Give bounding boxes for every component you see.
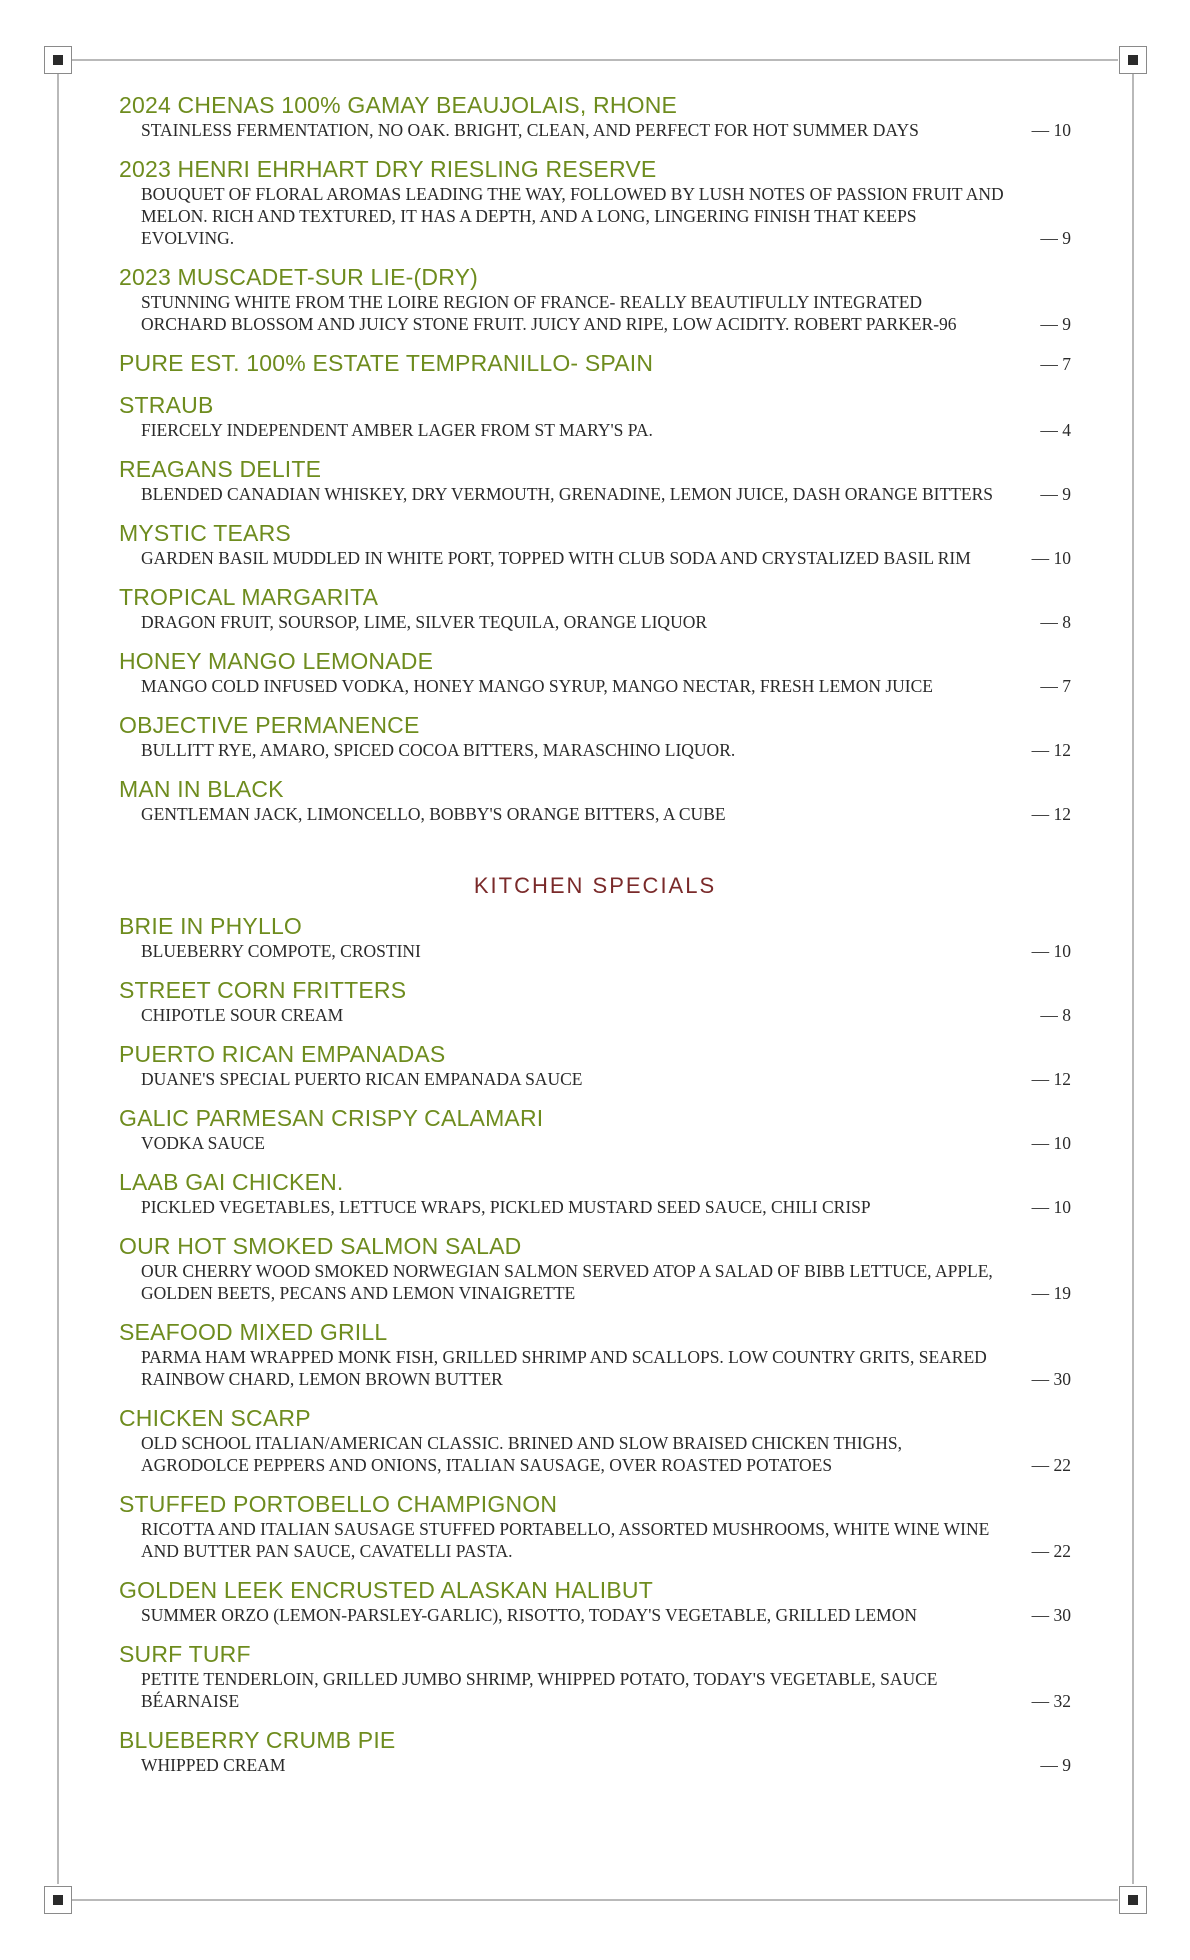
menu-item-name: MAN IN BLACK: [119, 776, 284, 802]
menu-item-price: — 10: [1031, 1133, 1071, 1153]
frame-corner-top-right: [1119, 46, 1147, 74]
menu-item-name: STREET CORN FRITTERS: [119, 977, 407, 1003]
menu-item-price: — 8: [1040, 1005, 1071, 1025]
menu-item: [119, 1577, 1071, 1626]
menu-item: [119, 520, 1071, 569]
menu-item-description: BULLITT RYE, AMARO, SPICED COCOA BITTERS, MARASCHINO LIQUOR.: [141, 740, 736, 760]
menu-item-price: — 7: [1040, 676, 1071, 696]
menu-item-price: — 9: [1040, 314, 1071, 334]
menu-item: [119, 1405, 1071, 1476]
menu-item-description: PETITE TENDERLOIN, GRILLED JUMBO SHRIMP, WHIPPED POTATO, TODAY'S VEGETABLE, SAUCE BÉARNAISE: [141, 1669, 938, 1711]
menu-item: [119, 1491, 1071, 1562]
frame-left-line: [57, 74, 59, 1884]
menu-item-description: WHIPPED CREAM: [141, 1755, 286, 1775]
menu-item-price: — 9: [1040, 484, 1071, 504]
menu-item-description: RICOTTA AND ITALIAN SAUSAGE STUFFED PORTABELLO, ASSORTED MUSHROOMS, WHITE WINE WINE AND BUTTER PAN SAUCE, CAVATELLI PASTA.: [141, 1519, 990, 1561]
menu-item: [119, 648, 1071, 697]
menu-item-description: STAINLESS FERMENTATION, NO OAK. BRIGHT, CLEAN, AND PERFECT FOR HOT SUMMER DAYS: [141, 120, 919, 140]
menu-item: [119, 156, 1071, 249]
menu-item-description: CHIPOTLE SOUR CREAM: [141, 1005, 344, 1025]
frame-corner-bottom-left: [44, 1886, 72, 1914]
menu-item-description: DRAGON FRUIT, SOURSOP, LIME, SILVER TEQUILA, ORANGE LIQUOR: [141, 612, 708, 632]
menu-item-name: TROPICAL MARGARITA: [119, 584, 379, 610]
menu-item-description: VODKA SAUCE: [141, 1133, 265, 1153]
menu-item-price: — 30: [1031, 1605, 1071, 1625]
menu-item-description: BOUQUET OF FLORAL AROMAS LEADING THE WAY, FOLLOWED BY LUSH NOTES OF PASSION FRUIT AND MELON. RICH AND TEXTURED, IT HAS A DEPTH, AND A LONG, LINGERING FINISH THAT KEEPS EVOLVING.: [141, 184, 1004, 248]
menu-item-description: BLENDED CANADIAN WHISKEY, DRY VERMOUTH, GRENADINE, LEMON JUICE, DASH ORANGE BITTERS: [141, 484, 993, 504]
menu-item-price: — 9: [1040, 1755, 1071, 1775]
menu-item-name: MYSTIC TEARS: [119, 520, 291, 546]
frame-corner-bottom-right: [1119, 1886, 1147, 1914]
kitchen-list: [119, 913, 1071, 1776]
menu-item-name: STUFFED PORTOBELLO CHAMPIGNON: [119, 1491, 558, 1517]
menu-item-description: FIERCELY INDEPENDENT AMBER LAGER FROM ST MARY'S PA.: [141, 420, 653, 440]
menu-item-price: — 19: [1031, 1283, 1071, 1303]
menu-item-description: OLD SCHOOL ITALIAN/AMERICAN CLASSIC. BRINED AND SLOW BRAISED CHICKEN THIGHS, AGRODOLCE PEPPERS AND ONIONS, ITALIAN SAUSAGE, OVER ROASTED POTATOES: [141, 1433, 903, 1475]
menu-item-price: — 4: [1040, 420, 1071, 440]
menu-item: [119, 264, 1071, 335]
menu-item-name: STRAUB: [119, 392, 214, 418]
menu-item-description: STUNNING WHITE FROM THE LOIRE REGION OF FRANCE- REALLY BEAUTIFULLY INTEGRATED ORCHARD BLOSSOM AND JUICY STONE FRUIT. JUICY AND RIPE, LOW ACIDITY. ROBERT PARKER-96: [141, 292, 957, 334]
menu-item-description: PICKLED VEGETABLES, LETTUCE WRAPS, PICKLED MUSTARD SEED SAUCE, CHILI CRISP: [141, 1197, 871, 1217]
menu-item-name: 2023 HENRI EHRHART DRY RIESLING RESERVE: [119, 156, 657, 182]
menu-item-price: — 22: [1031, 1455, 1071, 1475]
menu-item-name: OUR HOT SMOKED SALMON SALAD: [119, 1233, 522, 1259]
menu-item-name: SURF TURF: [119, 1641, 251, 1667]
menu-item: [119, 712, 1071, 761]
frame-top-line: [72, 59, 1118, 61]
menu-item-description: MANGO COLD INFUSED VODKA, HONEY MANGO SYRUP, MANGO NECTAR, FRESH LEMON JUICE: [141, 676, 933, 696]
menu-item-name: PURE EST. 100% ESTATE TEMPRANILLO- SPAIN: [119, 350, 654, 376]
menu-item: [119, 1233, 1071, 1304]
menu-item-price: — 7: [1040, 354, 1071, 374]
menu-item-price: — 30: [1031, 1369, 1071, 1389]
menu-item: [119, 1169, 1071, 1218]
frame-right-line: [1132, 74, 1134, 1884]
menu-item: [119, 1641, 1071, 1712]
frame-corner-top-left: [44, 46, 72, 74]
menu-item-name: LAAB GAI CHICKEN.: [119, 1169, 344, 1195]
menu-item-name: CHICKEN SCARP: [119, 1405, 311, 1431]
menu-item-name: OBJECTIVE PERMANENCE: [119, 712, 420, 738]
menu-item-price: — 12: [1031, 1069, 1071, 1089]
menu-item-price: — 22: [1031, 1541, 1071, 1561]
menu-item-description: SUMMER ORZO (LEMON-PARSLEY-GARLIC), RISOTTO, TODAY'S VEGETABLE, GRILLED LEMON: [141, 1605, 917, 1625]
menu-item-name: 2023 MUSCADET-SUR LIE-(DRY): [119, 264, 479, 290]
menu-item-price: — 12: [1031, 740, 1071, 760]
menu-item-name: HONEY MANGO LEMONADE: [119, 648, 434, 674]
menu-item-description: DUANE'S SPECIAL PUERTO RICAN EMPANADA SAUCE: [141, 1069, 583, 1089]
menu-item-name: BLUEBERRY CRUMB PIE: [119, 1727, 396, 1753]
menu-item: [119, 1041, 1071, 1090]
menu-item: [119, 350, 1071, 377]
menu-item-price: — 8: [1040, 612, 1071, 632]
kitchen-specials-title: KITCHEN SPECIALS: [473, 873, 717, 898]
menu-item: [119, 392, 1071, 441]
menu-item-price: — 32: [1031, 1691, 1071, 1711]
menu-item: [119, 977, 1071, 1026]
menu-item: [119, 913, 1071, 962]
menu-item-price: — 10: [1031, 120, 1071, 140]
menu-item-description: GARDEN BASIL MUDDLED IN WHITE PORT, TOPPED WITH CLUB SODA AND CRYSTALIZED BASIL RIM: [141, 548, 971, 568]
menu-item: [119, 456, 1071, 505]
menu-item: [119, 92, 1071, 141]
menu-item-description: PARMA HAM WRAPPED MONK FISH, GRILLED SHRIMP AND SCALLOPS. LOW COUNTRY GRITS, SEARED RAINBOW CHARD, LEMON BROWN BUTTER: [141, 1347, 987, 1389]
menu-item: [119, 1105, 1071, 1154]
menu-item-name: PUERTO RICAN EMPANADAS: [119, 1041, 446, 1067]
menu-item-description: GENTLEMAN JACK, LIMONCELLO, BOBBY'S ORANGE BITTERS, A CUBE: [141, 804, 726, 824]
menu-item-price: — 10: [1031, 1197, 1071, 1217]
menu-item-name: BRIE IN PHYLLO: [119, 913, 303, 939]
menu-item: [119, 1319, 1071, 1390]
menu-item-description: OUR CHERRY WOOD SMOKED NORWEGIAN SALMON SERVED ATOP A SALAD OF BIBB LETTUCE, APPLE, GOLDEN BEETS, PECANS AND LEMON VINAIGRETTE: [141, 1261, 993, 1303]
menu-item-price: — 10: [1031, 548, 1071, 568]
menu-item: [119, 1727, 1071, 1776]
menu-item-price: — 9: [1040, 228, 1071, 248]
menu-item-price: — 12: [1031, 804, 1071, 824]
menu-item: [119, 776, 1071, 825]
menu-item: [119, 584, 1071, 633]
menu-item-name: GOLDEN LEEK ENCRUSTED ALASKAN HALIBUT: [119, 1577, 653, 1603]
menu-item-name: 2024 CHENAS 100% GAMAY BEAUJOLAIS, RHONE: [119, 92, 678, 118]
menu-item-description: BLUEBERRY COMPOTE, CROSTINI: [141, 941, 421, 961]
drinks-list: [119, 92, 1071, 825]
menu-item-price: — 10: [1031, 941, 1071, 961]
frame-bottom-line: [72, 1899, 1118, 1901]
menu-item-name: GALIC PARMESAN CRISPY CALAMARI: [119, 1105, 544, 1131]
menu-item-name: SEAFOOD MIXED GRILL: [119, 1319, 388, 1345]
menu-item-name: REAGANS DELITE: [119, 456, 322, 482]
menu-content: [119, 92, 1071, 1791]
